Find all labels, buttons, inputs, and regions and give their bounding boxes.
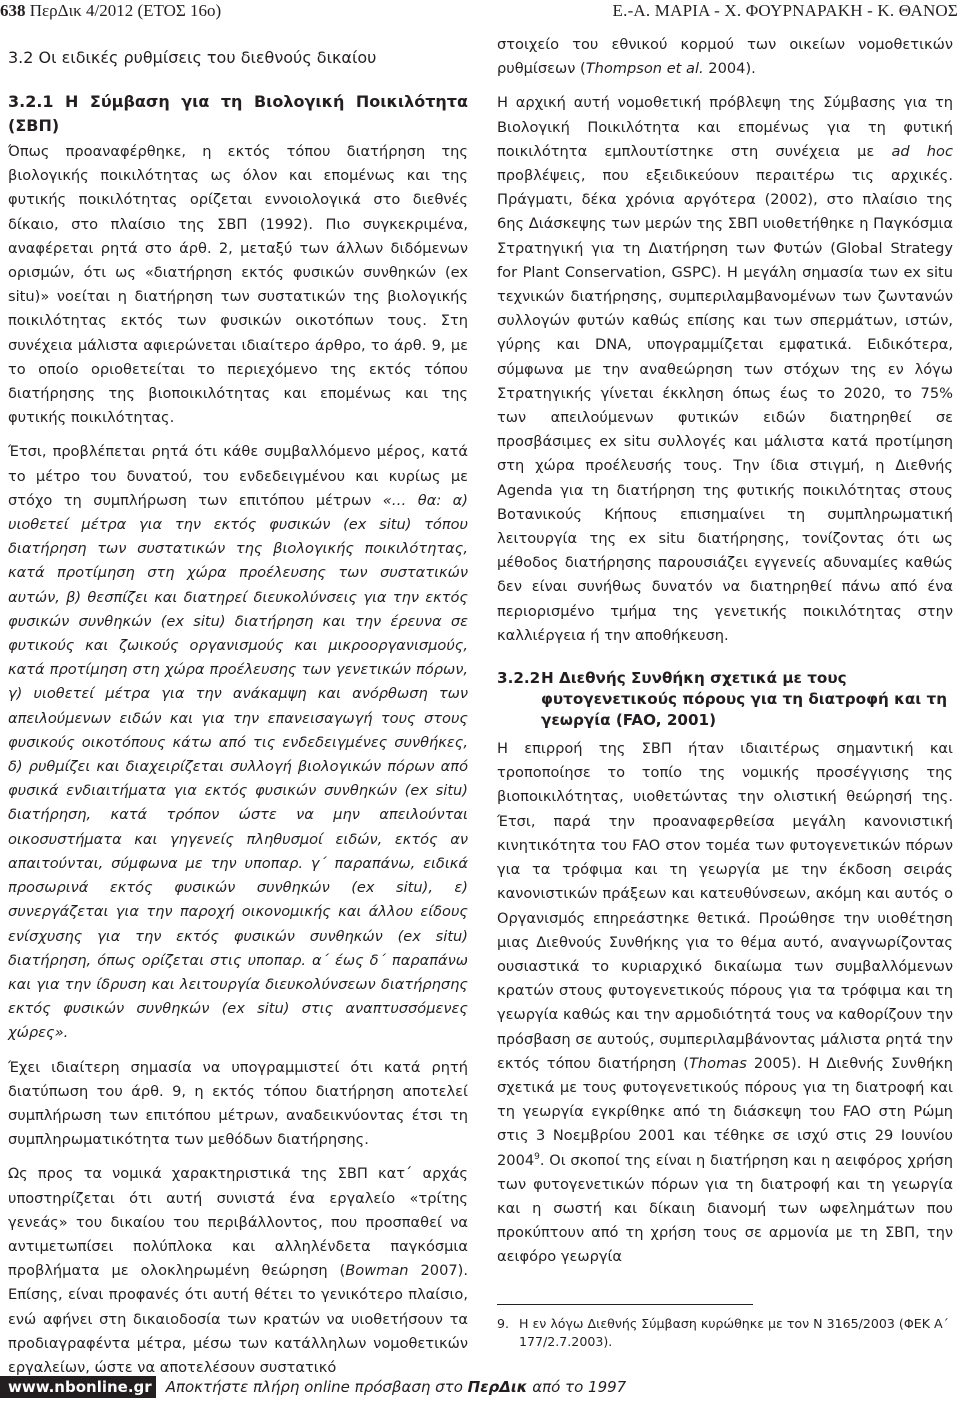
paragraph: Έχει ιδιαίτερη σημασία να υπογραμμιστεί ότι κατά ρητή διατύπωση του άρθ. 9, η εκτός τόπου διατήρηση αποτελεί συμπλήρωση των επιτόπου μέτρων, αναδεικνύοντας έτσι τη συμπληρωματικότητα των μεθόδων διατήρησης. [8,1058,468,1149]
right-column [497,33,953,1351]
running-head [0,0,960,26]
footnote-number: 9. [497,1315,510,1331]
paragraph-text: 2004). [703,60,756,78]
journal-citation: ΠερΔικ 4/2012 (ΕΤΟΣ 16ο) [29,1,222,20]
subsection-title: Η Διεθνής Συνθήκη σχετικά με τους φυτογενετικούς πόρους για τη διατροφή και τη γεωργία (FAO, 2001) [541,669,948,730]
footnote-divider [497,1304,753,1305]
paragraph-text: στοιχείο του εθνικού κορμού των οικείων νομοθετικών ρυθμίσεων ( [497,36,953,78]
paragraph: Όπως προαναφέρθηκε, η εκτός τόπου διατήρηση της βιολογικής ποικιλότητας ως όλον και επομένως και της φυτικής ποικιλότητας ορίζεται εννοιολογικά στο διεθνές δίκαιο, στο πλαίσιο της ΣΒΠ (1992). Πιο συγκεκριμένα, αναφέρεται ρητά στο άρθ. 2, μεταξύ των άλλων διδόμενων ορισμών, ότι ως «διατήρηση εκτός φυσικών συνθηκών (ex situ)» νοείται η διατήρηση των συστατικών της βιολογικής ποικιλότητας εκτός των φυσικών οικοτόπων τους. Στη συνέχεια μάλιστα αφιερώνεται ιδιαίτερο άρθρο, το άρθ. 9, με το οποίο οριοθετείται το περιεχόμενο της εκτός τόπου διατήρησης της βιοποικιλότητας και επομένως και της φυτικής ποικιλότητας. [8,143,468,427]
promo-brand: ΠερΔικ [467,1378,528,1396]
section-title: 3.2 Οι ειδικές ρυθμίσεις του διεθνούς δικαίου [8,48,377,67]
citation: Thompson et al. [585,60,704,78]
paragraph [497,737,953,1269]
subsection-number: 3.2.2 [497,669,541,688]
subsection-heading [497,668,953,731]
latin-term: ad hoc [891,142,953,160]
footer-promo [166,1376,627,1398]
paragraph-text: . Οι σκοποί της είναι η διατήρηση και η αειφόρος χρήση των φυτογενετικών πόρων για τη διατροφή και τη γεωργία και η σωστή και δίκαιη διανομή των ωφελημάτων που προκύπτουν από τη χρήση τους σε αρμονία με τη ΣΒΠ, την αειφόρο γεωργία [497,1151,953,1266]
footnote [497,1315,953,1351]
citation: Bowman [345,1262,409,1280]
paragraph [497,91,953,648]
page-number: 638 [0,1,26,20]
footer [0,1376,960,1402]
promo-text: από το 1997 [527,1378,627,1396]
paragraph [497,33,953,81]
running-head-left [0,0,221,22]
footnote-ref[interactable]: 9 [534,1151,540,1162]
paragraph-text: 2007). Επίσης, είναι προφανές ότι αυτή θέτει το γενικότερο πλαίσιο, ενώ αφήνει στη δικαιοδοσία των κρατών να υιοθετήσουν τα προδιαγραφέντα μέτρα, μέσω των κατάλληλων νομοθετικών εργαλείων, ώστε να αποτελέσουν συστατικό [8,1262,468,1376]
site-link[interactable]: www.nbonline.gr [0,1376,156,1398]
paragraph [8,440,468,1045]
footnote-text: Η εν λόγω Διεθνής Σύμβαση κυρώθηκε με τον Ν 3165/2003 (ΦΕΚ Α΄ 177/2.7.2003). [519,1315,949,1349]
paragraph-text: Ως προς τα νομικά χαρακτηριστικά της ΣΒΠ κατ΄ αρχάς υποστηρίζεται ότι αυτή συνιστά ένα εργαλείο «τρίτης γενεάς» του δικαίου του περιβάλλοντος, που προσπαθεί να αντιμετωπίσει πολύπλοκα και αλληλένδετα παγκόσμια προβλήματα με ολοκληρωμένη θεώρηση ( [8,1165,468,1280]
subsection-title: 3.2.1 Η Σύμβαση για τη Βιολογική Ποικιλότητα (ΣΒΠ) [8,92,468,135]
left-column [8,28,468,1390]
paragraph-text: Η επιρροή της ΣΒΠ ήταν ιδιαιτέρως σημαντική και τροποποίησε το τοπίο της νομικής προσέγγισης της βιοποικιλότητας, υιοθετώντας την ολιστική θεώρησή της. Έτσι, παρά την προαναφερθείσα μεγάλη κανονιστική κινητικότητα του FAO στον τομέα των φυτογενετικών πόρων για τα τρόφιμα και τη γεωργία με την έκδοση σειράς κανονιστικών πράξεων και κατευθύνσεων, ακόμη και αυτός ο Οργανισμός επηρεάστηκε θετικά. Προώθησε την υιοθέτηση μιας Διεθνούς Συνθήκης για το θέμα αυτό, αναγνωρίζοντας ουσιαστικά το κυριαρχικό δικαίωμα των συμβαλλόμενων κρατών στους φυτογενετικούς πόρους για τα τρόφιμα και τη γεωργία καθώς και την αρμοδιότητά τους να καθορίζουν την πρόσβαση σε αυτούς, συμπεριλαμβάνοντας μάλιστα ρητά την εκτός τόπου διατήρηση ( [497,740,953,1072]
running-head-authors: Ε.-Α. ΜΑΡΙΑ - Χ. ΦΟΥΡΝΑΡΑΚΗ - Κ. ΘΑΝΟΣ [612,1,958,20]
paragraph-text: Έτσι, προβλέπεται ρητά ότι κάθε συμβαλλόμενο μέρος, κατά το μέτρο του δυνατού, του ενδεδειγμένου και κυρίως με στόχο τη συμπλήρωση των επιτόπου μέτρων [8,443,468,509]
citation: Thomas [688,1054,747,1072]
paragraph-text: 2005). Η Διεθνής Συνθήκη σχετικά με τους φυτογενετικούς πόρους για τη διατροφή και τη γεωργία εγκρίθηκε από τη διάσκεψη του FAO στη Ρώμη στις 3 Νοεμβρίου 2001 και τέθηκε σε ισχύ στις 29 Ιουνίου 2004 [497,1054,953,1169]
paragraph-text: Η αρχική αυτή νομοθετική πρόβλεψη της Σύμβασης για τη Βιολογική Ποικιλότητα και επομένως για τη φυτική ποικιλότητα εμπλουτίστηκε στη συνέχεια με [497,94,953,160]
promo-text: Αποκτήστε πλήρη online πρόσβαση στο [165,1378,468,1396]
treaty-quote: «… θα: α) υιοθετεί μέτρα για την εκτός φυσικών (ex situ) τόπου διατήρηση των συστατικών της βιολογικής ποικιλότητας, κατά προτίμηση στη χώρα προέλευσης των συστατικών αυτών, β) θεσπίζει και διατηρεί διευκολύνσεις για την εκτός φυσικών συνθηκών (ex situ) διατήρηση και την έρευνα σε φυτικούς και ζωικούς οργανισμούς και μικροοργανισμούς, κατά προτίμηση στη χώρα προέλευσης των γενετικών πόρων, γ) υιοθετεί μέτρα για την ανάκαμψη και ανόρθωση των απειλούμενων ειδών και για την επανεισαγωγή τους στους φυσικούς οικοτόπους κάτω από τις ενδεδειγμένες συνθήκες, δ) ρυθμίζει και διαχειρίζεται συλλογή βιολογικών πόρων από φυσικά ενδιαιτήματα για εκτός φυσικών συνθηκών (ex situ) διατήρηση, κατά τρόπον ώστε να μην απειλούνται οικοσυστήματα και γηγενείς πληθυσμοί ειδών, εκτός αν απαιτούνται, σύμφωνα με την υποπαρ. γ΄ παραπάνω, ειδικά προσωρινά εκτός φυσικών συνθηκών (ex situ), ε) συνεργάζεται για την παροχή οικονομικής και άλλου είδους ενίσχυσης για την εκτός φυσικών συνθηκών (ex situ) διατήρηση, όπως ορίζεται στις υποπαρ. α΄ έως δ΄ παραπάνω και για την ίδρυση και λειτουργία διευκολύνσεων διατήρησης εκτός φυσικών συνθηκών (ex situ) στις αναπτυσσόμενες χώρες». [8,491,468,1042]
paragraph-text: προβλέψεις, που εξειδικεύουν περαιτέρω τις αρχικές. Πράγματι, δέκα χρόνια αργότερα (2002), στο πλαίσιο της 6ης Διάσκεψης των μερών της ΣΒΠ υιοθετήθηκε η Παγκόσμια Στρατηγική για τη Διατήρηση των Φυτών (Global Strategy for Plant Conservation, GSPC). Η μεγάλη σημασία των ex situ τεχνικών διατήρησης, συμπεριλαμβανομένων των ζωντανών συλλογών φυτών καθώς επίσης και των σπερμάτων, ιστών, γύρης και DNA, υπογραμμίζεται εμφατικά. Ειδικότερα, σύμφωνα με την αναθεώρηση των στόχων της εν λόγω Στρατηγικής γίνεται έκκληση όπως έως το 2020, το 75% των απειλούμενων φυτικών ειδών διατηρηθεί σε προσβάσιμες ex situ συλλογές και μάλιστα κατά προτίμηση στη χώρα προέλευσής τους. Την ίδια στιγμή, η Διεθνής Agenda για τη διατήρηση της φυτικής ποικιλότητας στους Βοτανικούς Κήπους επισημαίνει τη συμπληρωματική λειτουργία της ex situ διατήρησης, τονίζοντας ότι ως μέθοδος διατήρησης παρουσιάζει εγγενείς αδυναμίες καθώς δεν είναι συνήθως δυνατόν να διατηρηθεί πάνω από ένα περιορισμένο τμήμα της γενετικής ποικιλότητας στην καλλιέργεια ή την αποθήκευση. [497,167,953,644]
paragraph [8,1162,468,1380]
